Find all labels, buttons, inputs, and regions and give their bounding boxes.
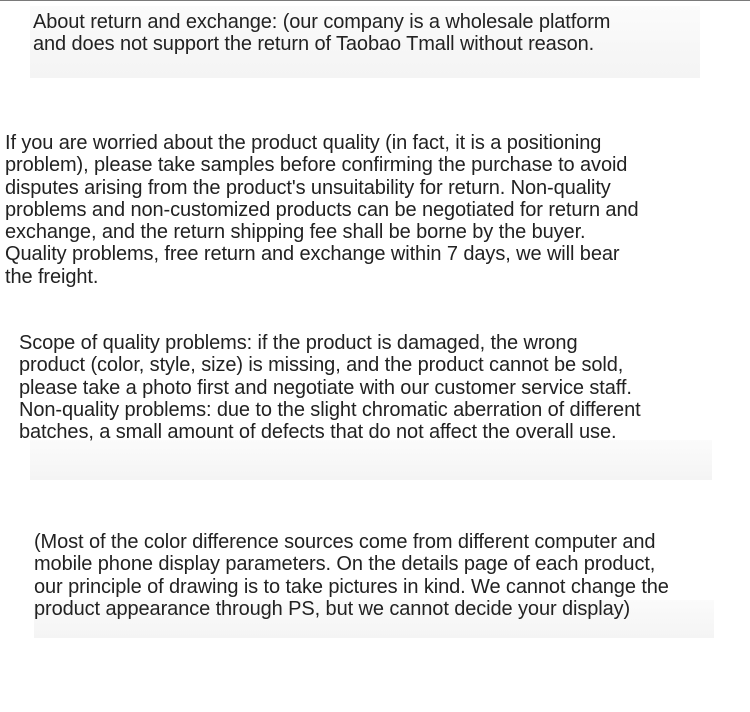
- background-shade-2: [30, 440, 712, 480]
- quality-scope-paragraph: Scope of quality problems: if the product is damaged, the wrong product (color, style, size) is missing, and the product cannot be sold, please take a photo first and negotiate with our customer service staff. Non-quality problems: due to the slight chromatic aberration of different batches, a small amount of defects that do not affect the overall use.: [19, 332, 641, 444]
- about-return-paragraph: About return and exchange: (our company is a wholesale platform and does not support the return of Taobao Tmall without reason.: [33, 11, 611, 56]
- top-divider: [0, 0, 750, 1]
- color-difference-paragraph: (Most of the color difference sources come from different computer and mobile phone display parameters. On the details page of each product, our principle of drawing is to take pictures in kind. We cannot change the product appearance through PS, but we cannot decide your display): [34, 531, 669, 620]
- quality-worry-paragraph: If you are worried about the product quality (in fact, it is a positioning problem), please take samples before confirming the purchase to avoid disputes arising from the product's unsuitability for return. Non-quality problems and non-customized products can be negotiated for return and exchange, and the return shipping fee shall be borne by the buyer. Quality problems, free return and exchange within 7 days, we will bear the freight.: [5, 132, 639, 288]
